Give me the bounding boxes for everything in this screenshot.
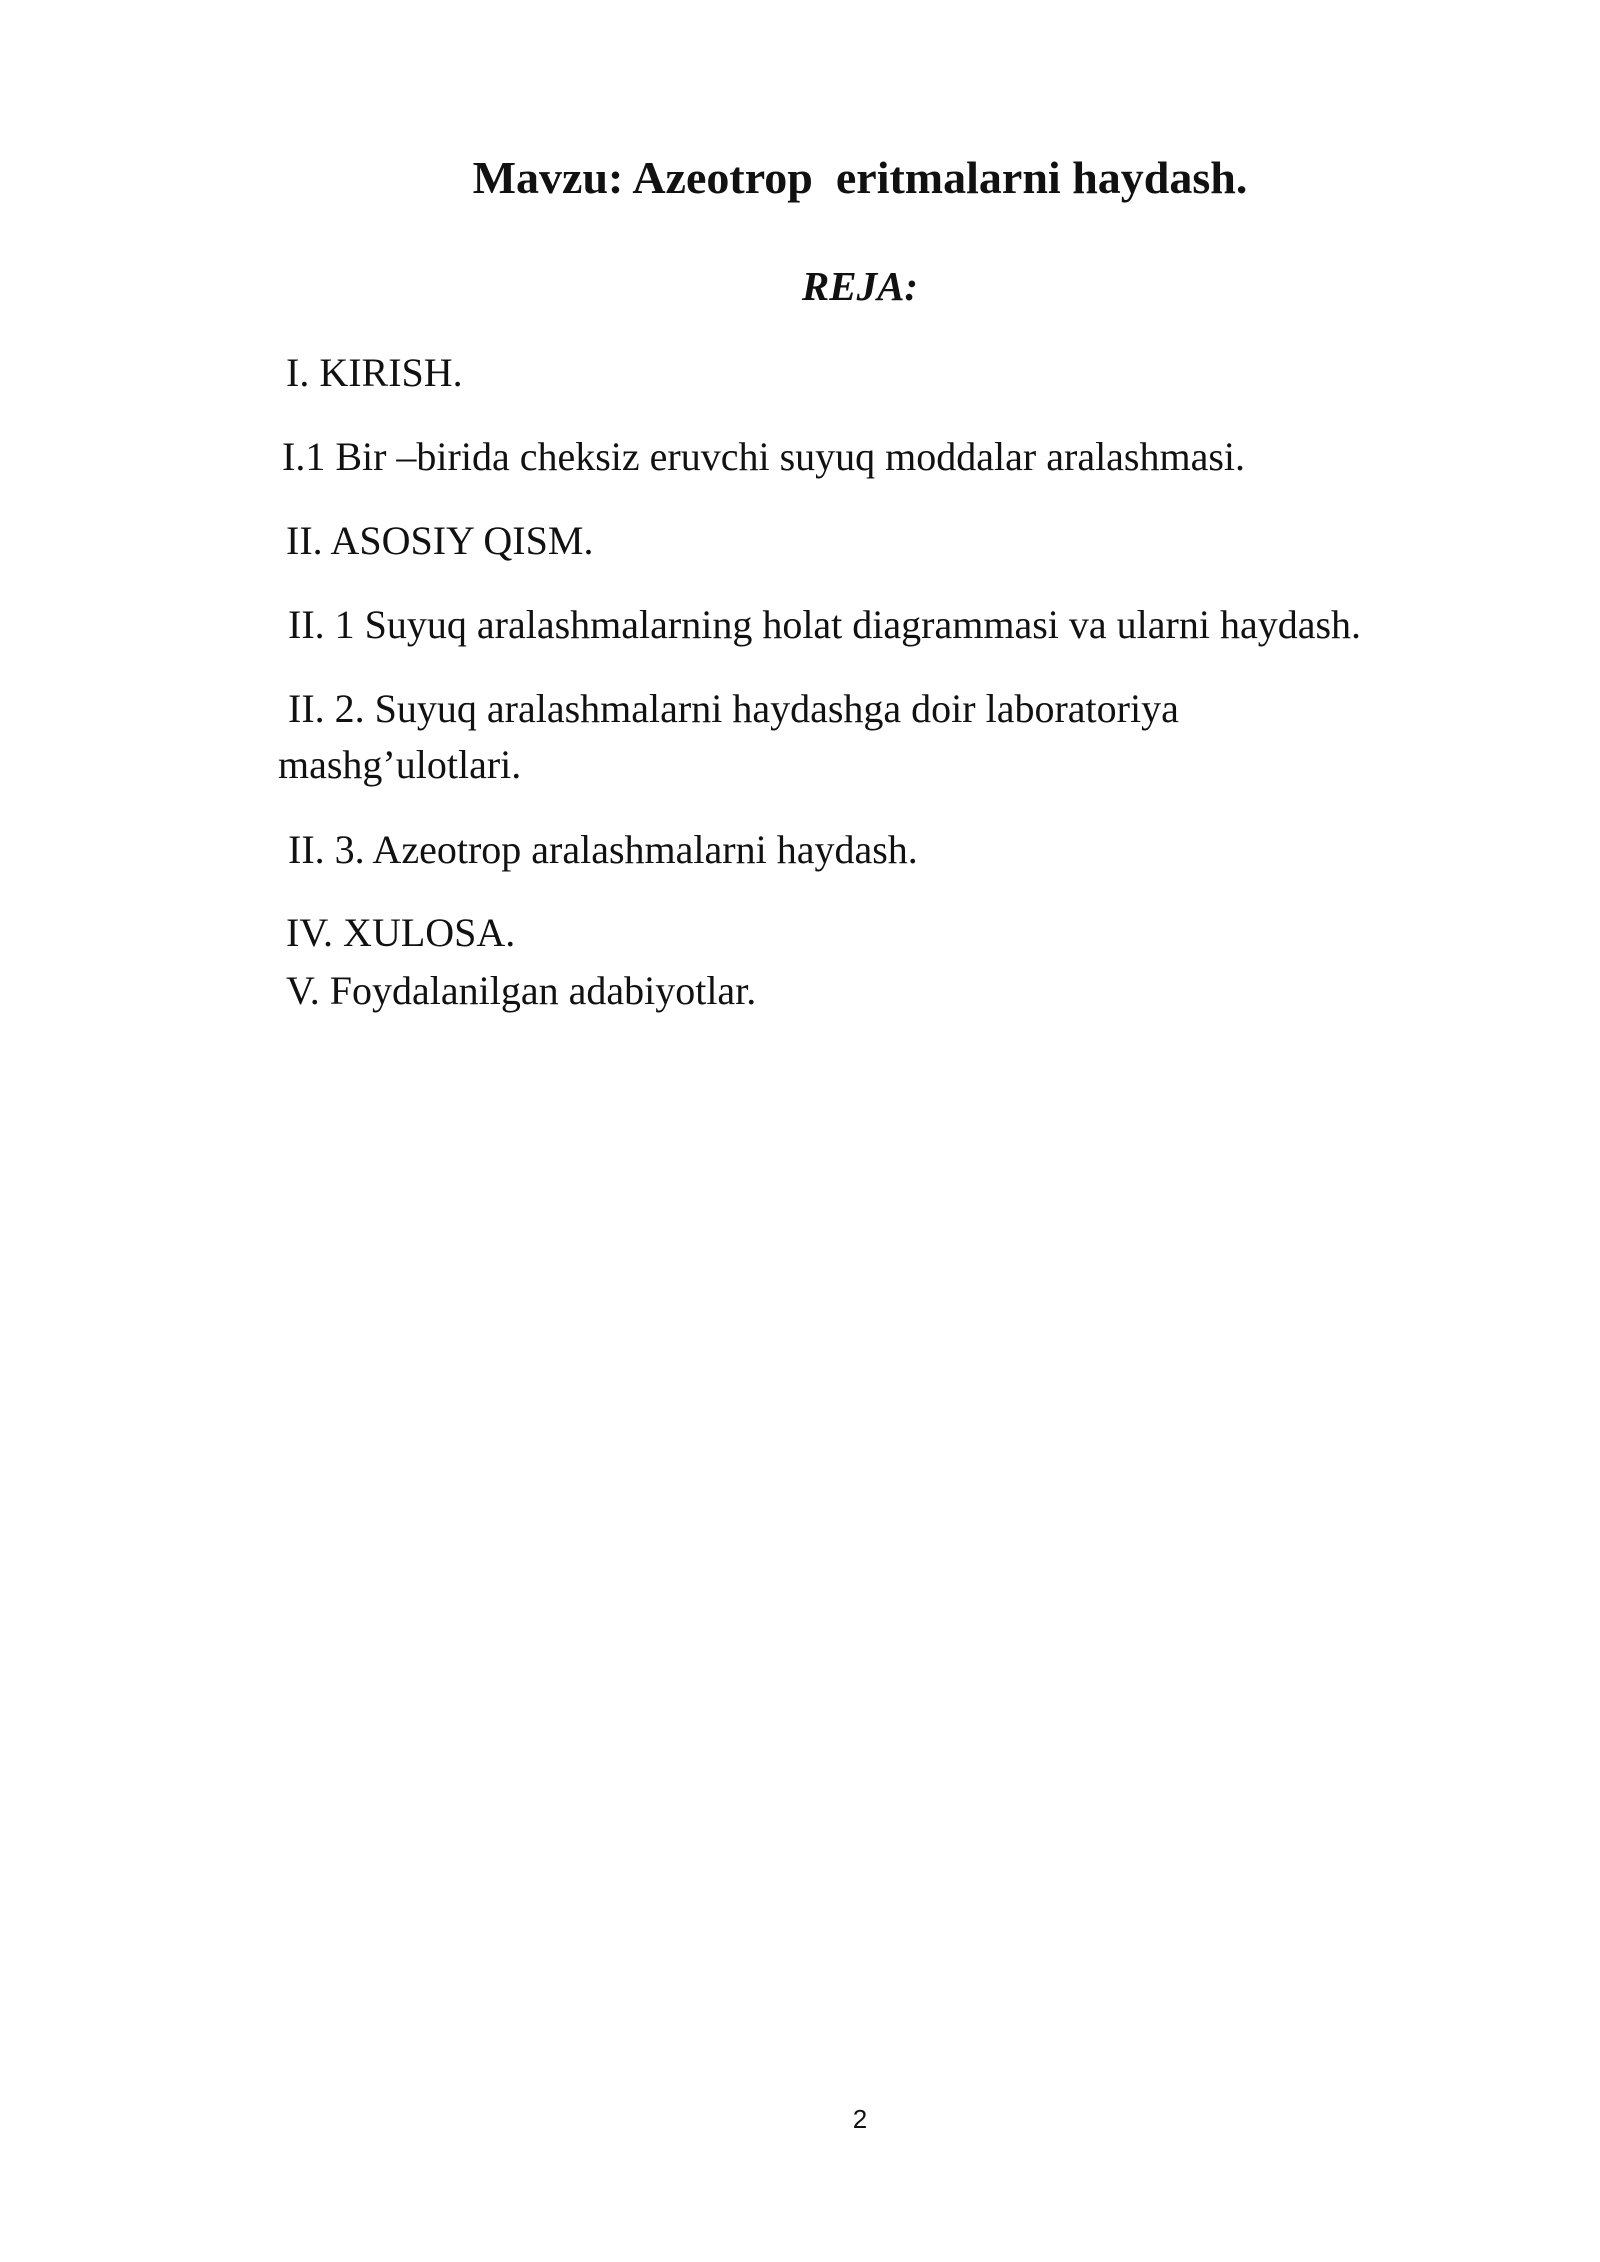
plan-item-introduction: I. KIRISH. bbox=[286, 350, 463, 395]
plan-item-main-part: II. ASOSIY QISM. bbox=[286, 518, 594, 563]
plan-item-references: V. Foydalanilgan adabiyotlar. bbox=[286, 968, 757, 1013]
plan-item-main-subsection-1: II. 1 Suyuq aralashmalarning holat diagrammasi va ularni haydash. bbox=[288, 602, 1362, 647]
plan-item-intro-subsection: I.1 Bir –birida cheksiz eruvchi suyuq moddalar aralashmasi. bbox=[282, 434, 1246, 479]
plan-item-main-subsection-2: II. 2. Suyuq aralashmalarni haydashga doir laboratoriya mashg’ulotlari. bbox=[278, 686, 1179, 787]
plan-heading: REJA: bbox=[801, 263, 919, 309]
page-number: 2 bbox=[852, 2104, 868, 2134]
plan-item-conclusion: IV. XULOSA. bbox=[286, 910, 516, 955]
plan-item-main-subsection-3: II. 3. Azeotrop aralashmalarni haydash. bbox=[288, 827, 918, 872]
page-title: Mavzu: Azeotrop eritmalarni haydash. bbox=[472, 152, 1248, 203]
